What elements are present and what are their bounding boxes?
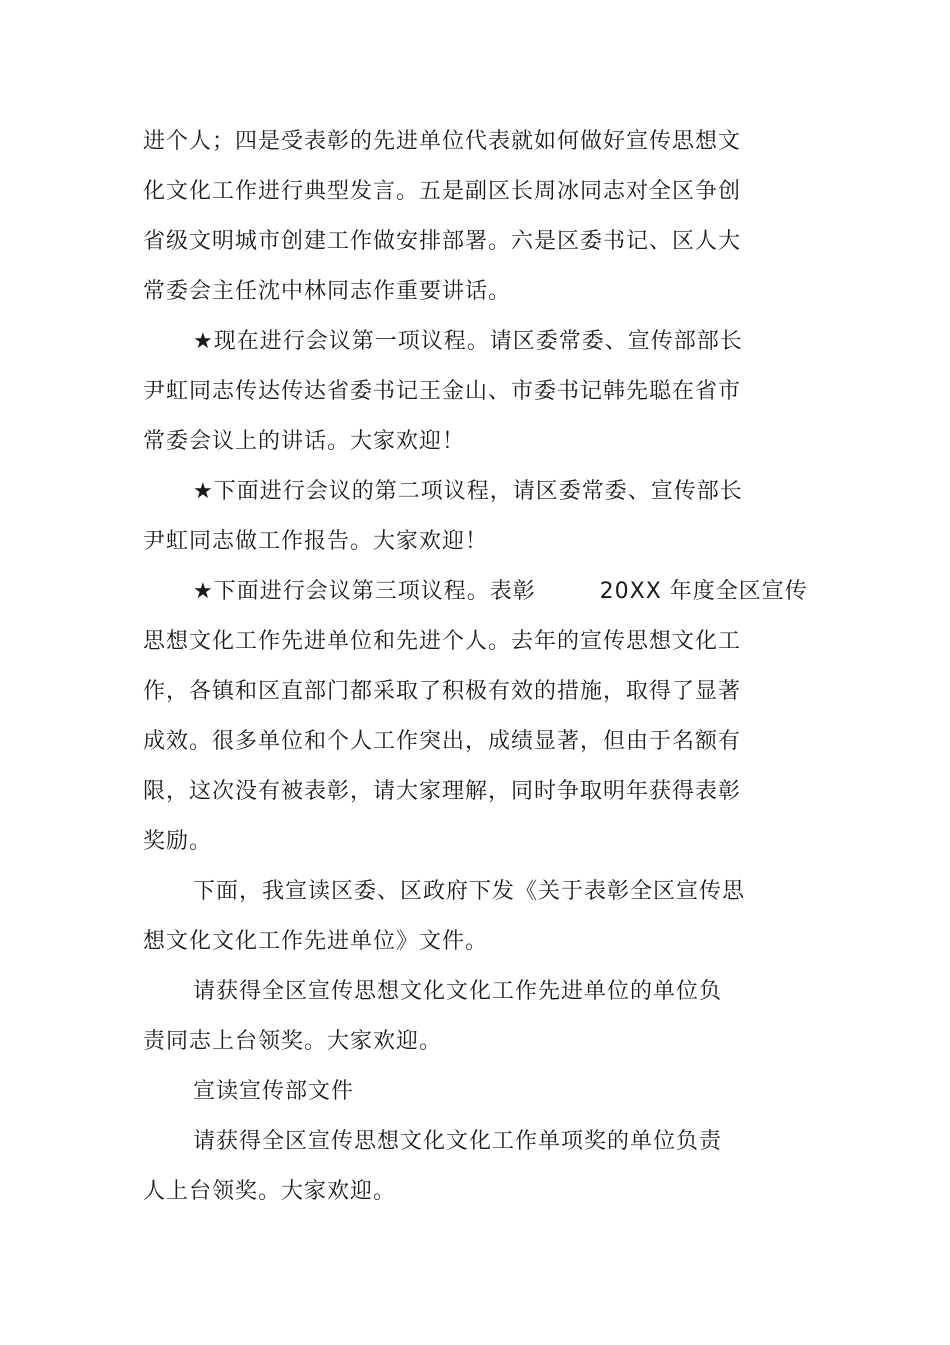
paragraph-line: 思想文化工作先进单位和先进个人。去年的宣传思想文化工 bbox=[143, 629, 742, 654]
agenda-item-3: ★下面进行会议第三项议程。表彰 20XX 年度全区宣传 bbox=[193, 579, 808, 604]
paragraph-line: 责同志上台领奖。大家欢迎。 bbox=[143, 1029, 443, 1054]
paragraph-line: 奖励。 bbox=[143, 829, 213, 854]
paragraph-line: 人上台领奖。大家欢迎。 bbox=[143, 1179, 397, 1204]
paragraph-line: 作，各镇和区直部门都采取了积极有效的措施，取得了显著 bbox=[143, 679, 742, 704]
paragraph-line: 想文化文化工作先进单位》文件。 bbox=[143, 929, 489, 954]
paragraph-line: 化文化工作进行典型发言。五是副区长周冰同志对全区争创 bbox=[143, 179, 742, 204]
paragraph-line: 常委会主任沈中林同志作重要讲话。 bbox=[143, 279, 512, 304]
paragraph-line: 进个人；四是受表彰的先进单位代表就如何做好宣传思想文 bbox=[143, 129, 742, 154]
paragraph-line: 成效。很多单位和个人工作突出，成绩显著，但由于名额有 bbox=[143, 729, 742, 754]
paragraph-line: 下面，我宣读区委、区政府下发《关于表彰全区宣传思 bbox=[193, 879, 746, 904]
paragraph-line: 请获得全区宣传思想文化文化工作先进单位的单位负 bbox=[193, 979, 723, 1004]
paragraph-line: 限，这次没有被表彰，请大家理解，同时争取明年获得表彰 bbox=[143, 779, 742, 804]
paragraph-line: 宣读宣传部文件 bbox=[193, 1079, 355, 1104]
paragraph-line: 省级文明城市创建工作做安排部署。六是区委书记、区人大 bbox=[143, 229, 742, 254]
agenda-item-2: ★下面进行会议的第二项议程，请区委常委、宣传部长 bbox=[193, 479, 743, 504]
paragraph-line: 尹虹同志做工作报告。大家欢迎！ bbox=[143, 529, 489, 554]
paragraph-line: 尹虹同志传达传达省委书记王金山、市委书记韩先聪在省市 bbox=[143, 379, 742, 404]
agenda-item-1: ★现在进行会议第一项议程。请区委常委、宣传部部长 bbox=[193, 329, 743, 354]
paragraph-line: 常委会议上的讲话。大家欢迎！ bbox=[143, 429, 466, 454]
paragraph-line: 请获得全区宣传思想文化文化工作单项奖的单位负责 bbox=[193, 1129, 723, 1154]
